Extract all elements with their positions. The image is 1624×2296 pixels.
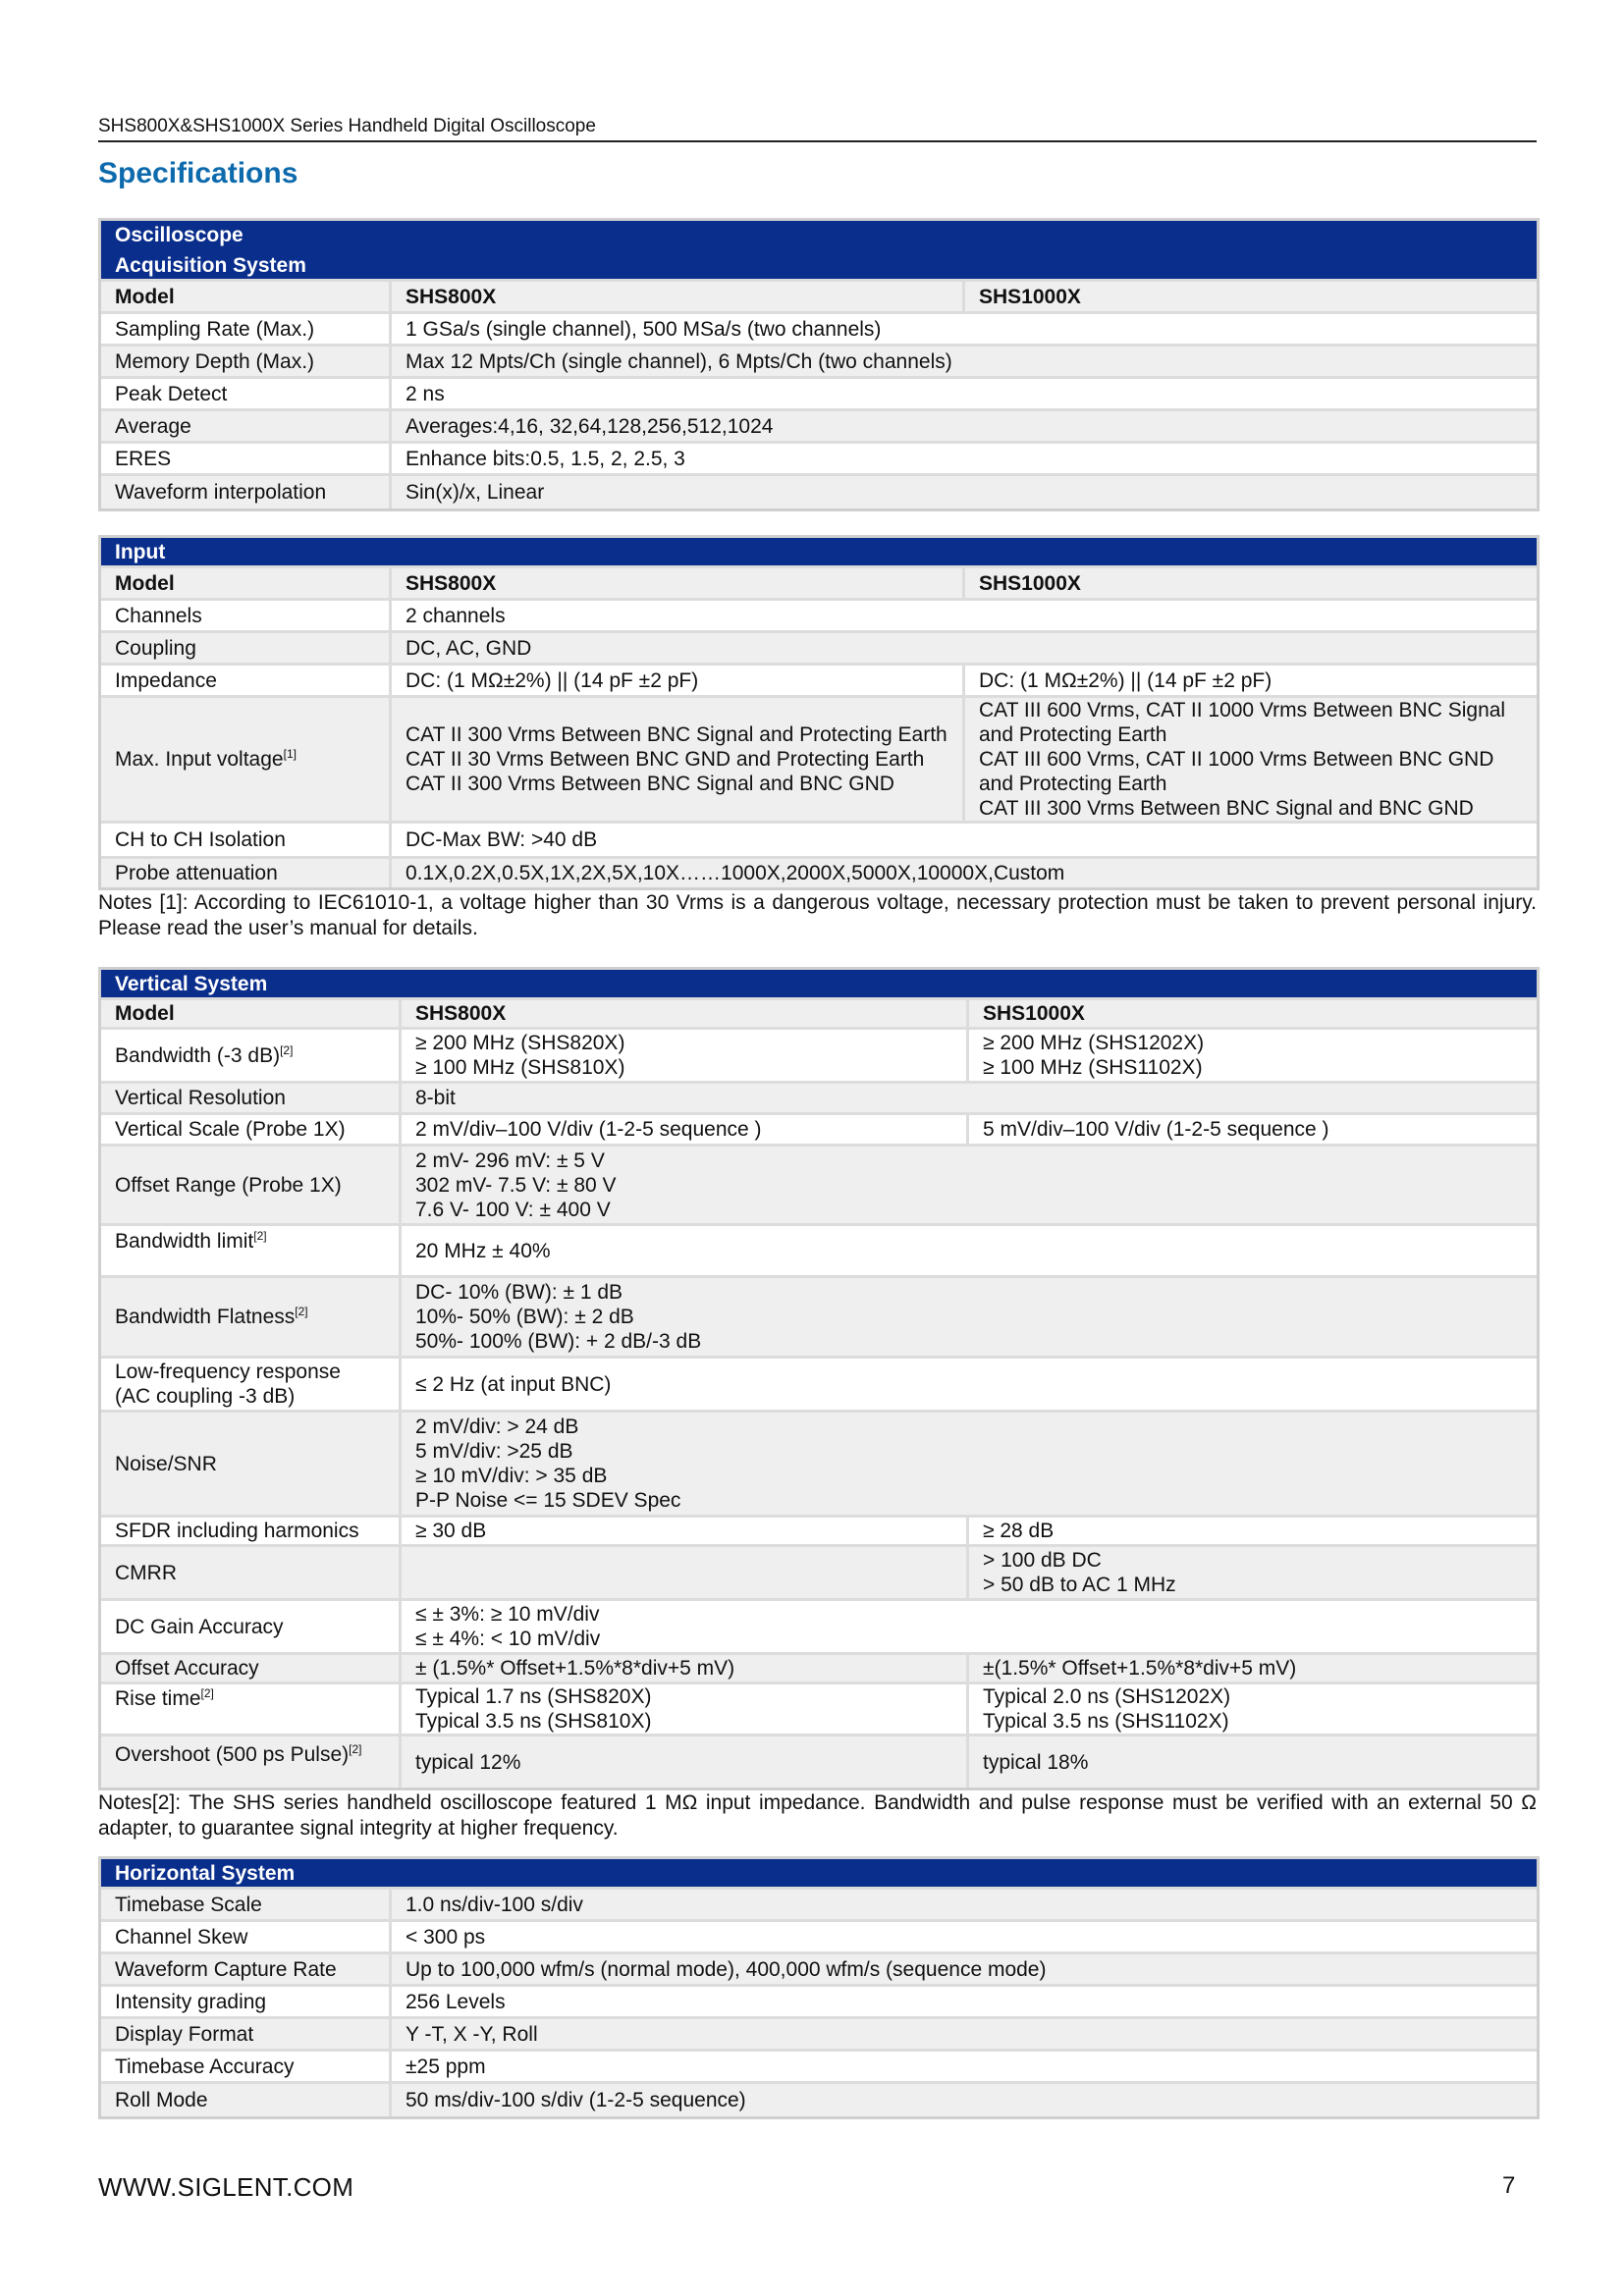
table-row	[100, 1146, 1539, 1225]
spec-label: CMRR	[100, 1546, 401, 1600]
table-row	[100, 1029, 1539, 1083]
spec-label: Vertical Scale (Probe 1X)	[100, 1114, 401, 1146]
spec-value: Enhance bits:0.5, 1.5, 2, 2.5, 3	[391, 443, 1539, 475]
spec-label: Average	[100, 410, 391, 443]
spec-label: Sampling Rate (Max.)	[100, 313, 391, 346]
table-row	[100, 346, 1539, 378]
spec-label: Offset Accuracy	[100, 1654, 401, 1683]
spec-value-a: 2 mV/div–100 V/div (1-2-5 sequence )	[401, 1114, 968, 1146]
spec-label: Rise time[2]	[100, 1683, 401, 1735]
spec-value-b: DC: (1 MΩ±2%) || (14 pF ±2 pF)	[964, 665, 1539, 697]
table-row	[100, 1083, 1539, 1114]
spec-label: Vertical Resolution	[100, 1083, 401, 1114]
spec-value: ±25 ppm	[391, 2051, 1539, 2083]
spec-value-b: 5 mV/div–100 V/div (1-2-5 sequence )	[968, 1114, 1539, 1146]
spec-value: 1 GSa/s (single channel), 500 MSa/s (two channels)	[391, 313, 1539, 346]
input-table	[98, 535, 1540, 890]
table-row	[100, 1114, 1539, 1146]
table-row	[100, 313, 1539, 346]
spec-label: Low-frequency response (AC coupling -3 dB)	[100, 1358, 401, 1412]
spec-label: Bandwidth Flatness[2]	[100, 1277, 401, 1358]
spec-label: Timebase Accuracy	[100, 2051, 391, 2083]
oscilloscope-band: Oscilloscope	[100, 220, 1539, 250]
spec-label: Timebase Scale	[100, 1889, 391, 1921]
table-row	[100, 1735, 1539, 1789]
spec-value-b: CAT III 600 Vrms, CAT II 1000 Vrms Between BNC Signal and Protecting Earth CAT III 600 Vrms, CAT II 1000 Vrms Between BNC GND and Protecting Earth CAT III 300 Vrms Between BNC Signal and BNC GND	[964, 697, 1539, 823]
table-row	[100, 1412, 1539, 1517]
spec-value: 256 Levels	[391, 1986, 1539, 2018]
spec-value: 1.0 ns/div-100 s/div	[391, 1889, 1539, 1921]
vertical-section	[98, 967, 1537, 1842]
spec-label: Channels	[100, 600, 391, 632]
table-row	[100, 697, 1539, 823]
table-row	[100, 1889, 1539, 1921]
model-col-a: SHS800X	[401, 999, 968, 1029]
spec-label: Bandwidth (-3 dB)[2]	[100, 1029, 401, 1083]
spec-value-b: typical 18%	[968, 1735, 1539, 1789]
spec-value: DC, AC, GND	[391, 632, 1539, 665]
spec-label: Impedance	[100, 665, 391, 697]
acquisition-section	[98, 218, 1537, 511]
spec-value-b: ≥ 200 MHz (SHS1202X) ≥ 100 MHz (SHS1102X)	[968, 1029, 1539, 1083]
vertical-band: Vertical System	[100, 969, 1539, 999]
spec-value: 8-bit	[401, 1083, 1539, 1114]
spec-value: 50 ms/div-100 s/div (1-2-5 sequence)	[391, 2083, 1539, 2118]
table-row	[100, 858, 1539, 889]
table-row	[100, 475, 1539, 510]
table-row	[100, 1654, 1539, 1683]
document-header: SHS800X&SHS1000X Series Handheld Digital Oscilloscope	[98, 116, 596, 136]
spec-label: Noise/SNR	[100, 1412, 401, 1517]
table-row	[100, 1600, 1539, 1654]
table-row	[100, 823, 1539, 858]
table-row	[100, 1225, 1539, 1277]
spec-label: CH to CH Isolation	[100, 823, 391, 858]
spec-value: DC-Max BW: >40 dB	[391, 823, 1539, 858]
horizontal-table	[98, 1856, 1540, 2119]
spec-value: < 300 ps	[391, 1921, 1539, 1953]
spec-value: 2 ns	[391, 378, 1539, 410]
spec-label: ERES	[100, 443, 391, 475]
table-row	[100, 378, 1539, 410]
spec-value: Sin(x)/x, Linear	[391, 475, 1539, 510]
spec-value-b: ±(1.5%* Offset+1.5%*8*div+5 mV)	[968, 1654, 1539, 1683]
table-row	[100, 632, 1539, 665]
table-row	[100, 2018, 1539, 2051]
spec-value: DC- 10% (BW): ± 1 dB 10%- 50% (BW): ± 2 dB 50%- 100% (BW): + 2 dB/-3 dB	[401, 1277, 1539, 1358]
model-col-a: SHS800X	[391, 567, 964, 600]
table-row	[100, 1986, 1539, 2018]
model-col-b: SHS1000X	[964, 281, 1539, 313]
horizontal-band: Horizontal System	[100, 1858, 1539, 1889]
spec-value: 2 mV- 296 mV: ± 5 V 302 mV- 7.5 V: ± 80 V 7.6 V- 100 V: ± 400 V	[401, 1146, 1539, 1225]
spec-value-a: ≥ 200 MHz (SHS820X) ≥ 100 MHz (SHS810X)	[401, 1029, 968, 1083]
acquisition-table	[98, 218, 1540, 511]
table-row	[100, 1277, 1539, 1358]
model-col-b: SHS1000X	[964, 567, 1539, 600]
model-label: Model	[100, 999, 401, 1029]
spec-label: SFDR including harmonics	[100, 1517, 401, 1546]
page-number: 7	[1502, 2172, 1516, 2199]
spec-value-b: ≥ 28 dB	[968, 1517, 1539, 1546]
table-row	[100, 1953, 1539, 1986]
input-band: Input	[100, 537, 1539, 567]
spec-label: DC Gain Accuracy	[100, 1600, 401, 1654]
spec-value-b: Typical 2.0 ns (SHS1202X) Typical 3.5 ns (SHS1102X)	[968, 1683, 1539, 1735]
spec-label: Memory Depth (Max.)	[100, 346, 391, 378]
spec-label: Max. Input voltage[1]	[100, 697, 391, 823]
spec-label: Waveform Capture Rate	[100, 1953, 391, 1986]
input-section	[98, 535, 1537, 941]
model-col-b: SHS1000X	[968, 999, 1539, 1029]
spec-value-a: ≥ 30 dB	[401, 1517, 968, 1546]
spec-label: Waveform interpolation	[100, 475, 391, 510]
spec-value: Averages:4,16, 32,64,128,256,512,1024	[391, 410, 1539, 443]
table-row	[100, 2051, 1539, 2083]
table-row	[100, 443, 1539, 475]
spec-label: Roll Mode	[100, 2083, 391, 2118]
spec-label: Peak Detect	[100, 378, 391, 410]
table-row	[100, 1683, 1539, 1735]
spec-label: Offset Range (Probe 1X)	[100, 1146, 401, 1225]
spec-label: Overshoot (500 ps Pulse)[2]	[100, 1735, 401, 1789]
spec-value: Y -T, X -Y, Roll	[391, 2018, 1539, 2051]
spec-value: 20 MHz ± 40%	[401, 1225, 1539, 1277]
spec-label: Intensity grading	[100, 1986, 391, 2018]
vertical-note: Notes[2]: The SHS series handheld oscilloscope featured 1 MΩ input impedance. Bandwidth and pulse response must be verified with an external 50 Ω adapter, to guarantee signal integrity at higher frequency.	[98, 1791, 1537, 1840]
table-row	[100, 2083, 1539, 2118]
spec-value: 0.1X,0.2X,0.5X,1X,2X,5X,10X……1000X,2000X,5000X,10000X,Custom	[391, 858, 1539, 889]
spec-value-b: > 100 dB DC > 50 dB to AC 1 MHz	[968, 1546, 1539, 1600]
table-row	[100, 1921, 1539, 1953]
table-row	[100, 665, 1539, 697]
spec-value-a: DC: (1 MΩ±2%) || (14 pF ±2 pF)	[391, 665, 964, 697]
spec-value: Up to 100,000 wfm/s (normal mode), 400,000 wfm/s (sequence mode)	[391, 1953, 1539, 1986]
model-col-a: SHS800X	[391, 281, 964, 313]
model-label: Model	[100, 567, 391, 600]
table-row	[100, 1546, 1539, 1600]
spec-label: Display Format	[100, 2018, 391, 2051]
spec-value-a: ± (1.5%* Offset+1.5%*8*div+5 mV)	[401, 1654, 968, 1683]
spec-value: 2 channels	[391, 600, 1539, 632]
table-row	[100, 410, 1539, 443]
table-row	[100, 1517, 1539, 1546]
spec-value-a	[401, 1546, 968, 1600]
spec-value: Max 12 Mpts/Ch (single channel), 6 Mpts/Ch (two channels)	[391, 346, 1539, 378]
page-title: Specifications	[98, 157, 298, 189]
acquisition-band: Acquisition System	[100, 250, 1539, 281]
spec-value-a: typical 12%	[401, 1735, 968, 1789]
spec-label: Probe attenuation	[100, 858, 391, 889]
table-row	[100, 600, 1539, 632]
spec-value: 2 mV/div: > 24 dB 5 mV/div: >25 dB ≥ 10 mV/div: > 35 dB P-P Noise <= 15 SDEV Spec	[401, 1412, 1539, 1517]
spec-label: Channel Skew	[100, 1921, 391, 1953]
spec-value-a: Typical 1.7 ns (SHS820X) Typical 3.5 ns (SHS810X)	[401, 1683, 968, 1735]
spec-value: ≤ ± 3%: ≥ 10 mV/div ≤ ± 4%: < 10 mV/div	[401, 1600, 1539, 1654]
header-rule	[98, 140, 1537, 142]
input-note: Notes [1]: According to IEC61010-1, a voltage higher than 30 Vrms is a dangerous voltage, necessary protection must be taken to prevent personal injury. Please read the user’s manual for details.	[98, 891, 1537, 939]
spec-label: Bandwidth limit[2]	[100, 1225, 401, 1277]
spec-value: ≤ 2 Hz (at input BNC)	[401, 1358, 1539, 1412]
spec-value-a: CAT II 300 Vrms Between BNC Signal and Protecting Earth CAT II 30 Vrms Between BNC GND and Protecting Earth CAT II 300 Vrms Between BNC Signal and BNC GND	[391, 697, 964, 823]
footer-website: WWW.SIGLENT.COM	[98, 2172, 354, 2202]
table-row	[100, 1358, 1539, 1412]
model-label: Model	[100, 281, 391, 313]
horizontal-section	[98, 1856, 1537, 2119]
spec-label: Coupling	[100, 632, 391, 665]
vertical-table	[98, 967, 1540, 1790]
